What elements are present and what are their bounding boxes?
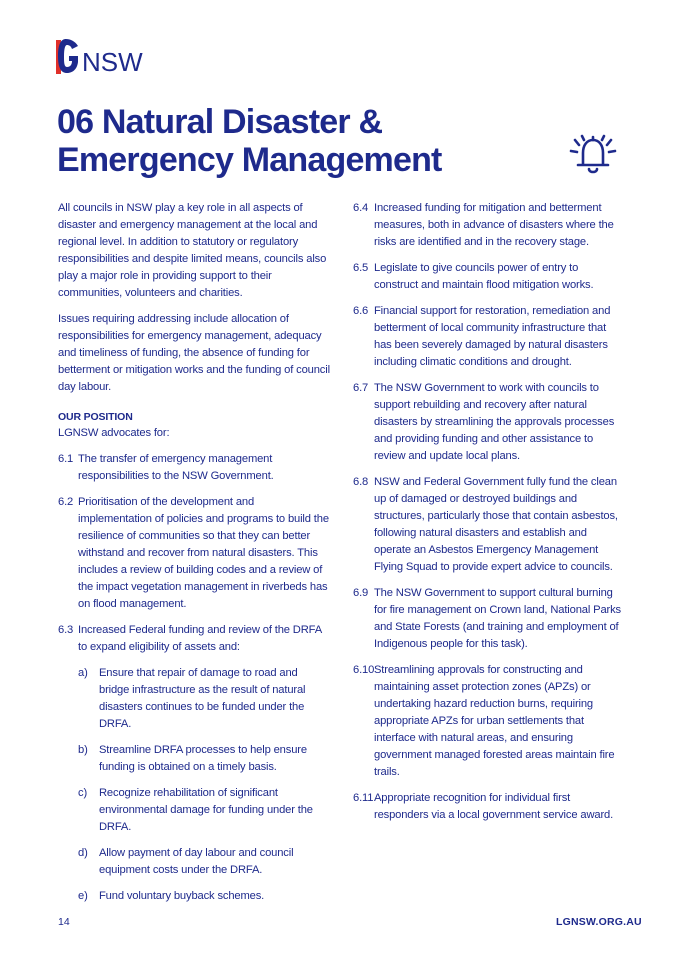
item-number: 6.1 [58, 453, 74, 465]
position-item-6-2 [58, 494, 330, 613]
item-number: 6.11 [353, 792, 374, 804]
position-item-6-4 [353, 200, 625, 251]
title-line-1: 06 Natural Disaster & [57, 103, 383, 141]
lgnsw-logo [56, 38, 143, 80]
intro-paragraph-1: All councils in NSW play a key role in all aspects of disaster and emergency management at the local and regional level. In addition to statutory or regulatory responsibilities and despite limited means, councils also play a major role in providing support to their communities, volunteers and charities. [58, 202, 327, 299]
sub-item-text: Recognize rehabilitation of significant environmental damage for funding under the DRFA. [99, 787, 313, 833]
item-number: 6.5 [353, 262, 369, 274]
item-text: Increased funding for mitigation and betterment measures, both in advance of disasters where the risks are identified and in the recovery stage. [374, 202, 614, 248]
sub-item-a [58, 665, 330, 733]
position-item-6-5 [353, 260, 625, 294]
sub-item-b [58, 742, 330, 776]
sub-item-letter: b) [78, 744, 88, 756]
sub-item-letter: a) [78, 667, 88, 679]
our-position-heading: OUR POSITION [58, 411, 133, 423]
lgnsw-logo-mark [56, 38, 80, 74]
item-text: The transfer of emergency management responsibilities to the NSW Government. [78, 453, 274, 482]
advocates-line: LGNSW advocates for: [58, 427, 170, 439]
item-text: Streamlining approvals for constructing and maintaining asset protection zones (APZs) or undertaking hazard reduction burns, requiring appropriate APZs for urban settlements that interface with natural areas, and ensuring government managed forested areas maintain fire trails. [374, 664, 615, 778]
position-item-6-3 [58, 622, 330, 656]
item-text: Prioritisation of the development and implementation of policies and programs to build the resilience of communities so that they can better withstand and recover from natural disasters. This includes a review of building codes and a review of the impact vegetation management in riverbeds has on flood management. [78, 496, 329, 610]
sub-item-letter: e) [78, 890, 88, 902]
page-number: 14 [58, 916, 70, 928]
item-number: 6.9 [353, 587, 369, 599]
position-item-6-7 [353, 380, 625, 465]
right-column [353, 200, 625, 833]
sub-item-text: Ensure that repair of damage to road and bridge infrastructure as the result of natural disasters continues to be funded under the DRFA. [99, 667, 306, 730]
item-number: 6.3 [58, 624, 74, 636]
item-number: 6.7 [353, 382, 369, 394]
item-text: Appropriate recognition for individual first responders via a local government service award. [374, 792, 614, 821]
title-line-2: Emergency Management [57, 141, 442, 179]
sub-item-text: Fund voluntary buyback schemes. [99, 890, 265, 902]
sub-item-c [58, 785, 330, 836]
position-item-6-1 [58, 451, 330, 485]
website-url[interactable]: LGNSW.ORG.AU [556, 916, 642, 928]
position-item-6-6 [353, 303, 625, 371]
position-item-6-11 [353, 790, 625, 824]
logo-text: NSW [82, 47, 143, 77]
item-text: Increased Federal funding and review of the DRFA to expand eligibility of assets and: [78, 624, 322, 653]
item-text: Legislate to give councils power of entry to construct and maintain flood mitigation works. [374, 262, 594, 291]
sub-item-text: Streamline DRFA processes to help ensure funding is obtained on a timely basis. [99, 744, 307, 773]
sub-item-e [58, 888, 330, 905]
intro-paragraph-2: Issues requiring addressing include allocation of responsibilities for emergency management, adequacy and timeliness of funding, the absence of funding for betterment or mitigation works and the funding of council day labour. [58, 313, 330, 393]
sub-item-text: Allow payment of day labour and council equipment costs under the DRFA. [99, 847, 294, 876]
item-number: 6.8 [353, 476, 369, 488]
item-text: NSW and Federal Government fully fund the clean up of damaged or destroyed buildings and structures, particularly those that contain asbestos, following natural disasters and establish and operate an Asbestos Emergency Management Flying Squad to provide expert advice to councils. [374, 476, 618, 573]
sub-item-d [58, 845, 330, 879]
sub-item-letter: c) [78, 787, 88, 799]
item-number: 6.2 [58, 496, 74, 508]
item-text: The NSW Government to work with councils to support rebuilding and recovery after natural disasters by streamlining the approvals processes and providing funding and other assistance to review and update local plans. [374, 382, 615, 462]
sub-item-letter: d) [78, 847, 88, 859]
item-number: 6.4 [353, 202, 369, 214]
item-number: 6.10 [353, 664, 375, 676]
position-item-6-9 [353, 585, 625, 653]
item-text: The NSW Government to support cultural burning for fire management on Crown land, National Parks and State Forests (and training and employment of Indigenous people for this task). [374, 587, 621, 650]
position-item-6-8 [353, 474, 625, 576]
item-text: Financial support for restoration, remediation and betterment of local community infrastructure that has been severely damaged by natural disasters including climatic conditions and drought. [374, 305, 611, 368]
left-column [58, 200, 330, 914]
bell-alert-icon [566, 130, 620, 180]
page-title [57, 103, 442, 179]
item-number: 6.6 [353, 305, 369, 317]
position-item-6-10 [353, 662, 625, 781]
